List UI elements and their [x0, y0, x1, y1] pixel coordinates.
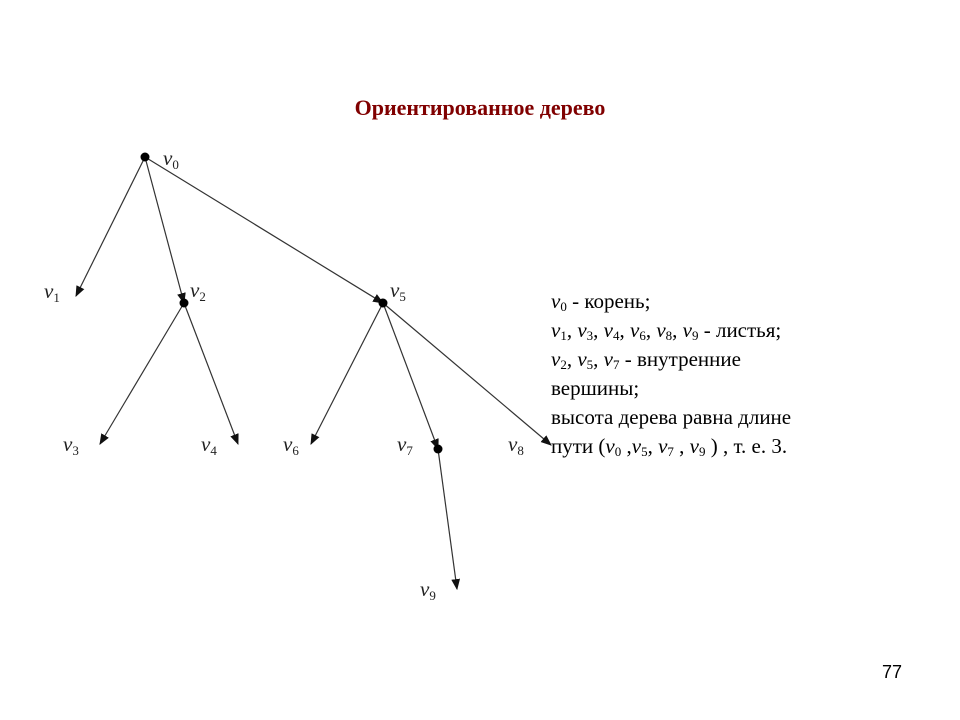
label-v7: v7 — [397, 432, 413, 458]
label-v3: v3 — [63, 432, 79, 458]
node-v2 — [180, 299, 189, 308]
internal-vertex-v2: $v_2$ — [551, 347, 567, 372]
root-line: $v_0$ - корень; — [551, 289, 651, 314]
path-vertex-v7: $v_7$ — [658, 434, 674, 459]
edge-v5-v7 — [383, 303, 438, 449]
leaves-list: $v_1$, $v_3$, $v_4$, $v_6$, $v_8$, $v_9$ — [551, 318, 699, 343]
internal-line: $v_2$, $v_5$, $v_7$ - внутренние — [551, 347, 741, 372]
label-v0: v0 — [163, 146, 179, 172]
internal-list: $v_2$, $v_5$, $v_7$ — [551, 347, 620, 372]
tree-edges — [76, 157, 551, 589]
path-vertex-v0: $v_0$ — [605, 434, 622, 459]
label-v4: v4 — [201, 432, 217, 458]
edge-v0-v2 — [145, 157, 184, 303]
leaf-vertex-v6: $v_6$ — [629, 318, 646, 343]
node-v7 — [434, 445, 443, 454]
leaf-vertex-v1: $v_1$ — [551, 318, 567, 343]
label-v1: v1 — [44, 279, 60, 305]
tree-description — [551, 287, 951, 461]
slide-title: Ориентированное дерево — [354, 95, 606, 120]
label-v9: v9 — [420, 577, 436, 603]
height-line: высота дерева равна длине — [551, 405, 792, 429]
leaf-vertex-v4: $v_4$ — [603, 318, 620, 343]
label-v6: v6 — [283, 432, 299, 458]
edge-v5-v8 — [383, 303, 551, 445]
label-v2: v2 — [190, 278, 206, 304]
longest-path: $v_0$ $,v_5$, $v_7$ , $v_9$ — [605, 434, 706, 459]
edge-v7-v9 — [438, 449, 457, 589]
label-v5: v5 — [390, 278, 406, 304]
edge-v0-v5 — [145, 157, 383, 303]
edge-v2-v4 — [184, 303, 238, 444]
leaves-line: $v_1$, $v_3$, $v_4$, $v_6$, $v_8$, $v_9$ - листья; — [551, 318, 782, 343]
internal-line-cont: вершины; — [551, 376, 640, 400]
root-vertex: $v_0$ — [551, 289, 567, 314]
tree-nodes — [141, 153, 443, 454]
path-vertex-v9: $v_9$ — [689, 434, 706, 459]
leaf-vertex-v9: $v_9$ — [682, 318, 699, 343]
internal-vertex-v5: $v_5$ — [577, 347, 594, 372]
edge-v2-v3 — [100, 303, 184, 444]
leaf-vertex-v8: $v_8$ — [656, 318, 673, 343]
node-v0 — [141, 153, 150, 162]
path-line: пути ($v_0$ $,v_5$, $v_7$ , $v_9$ ) , т. е. 3. — [551, 434, 788, 459]
leaf-vertex-v3: $v_3$ — [577, 318, 594, 343]
edge-v0-v1 — [76, 157, 145, 296]
edge-v5-v6 — [311, 303, 383, 444]
internal-vertex-v7: $v_7$ — [603, 347, 620, 372]
label-v8: v8 — [508, 432, 524, 458]
node-v5 — [379, 299, 388, 308]
page-number: 77 — [881, 662, 902, 682]
path-vertex-v5: $v_5$ — [631, 434, 648, 459]
